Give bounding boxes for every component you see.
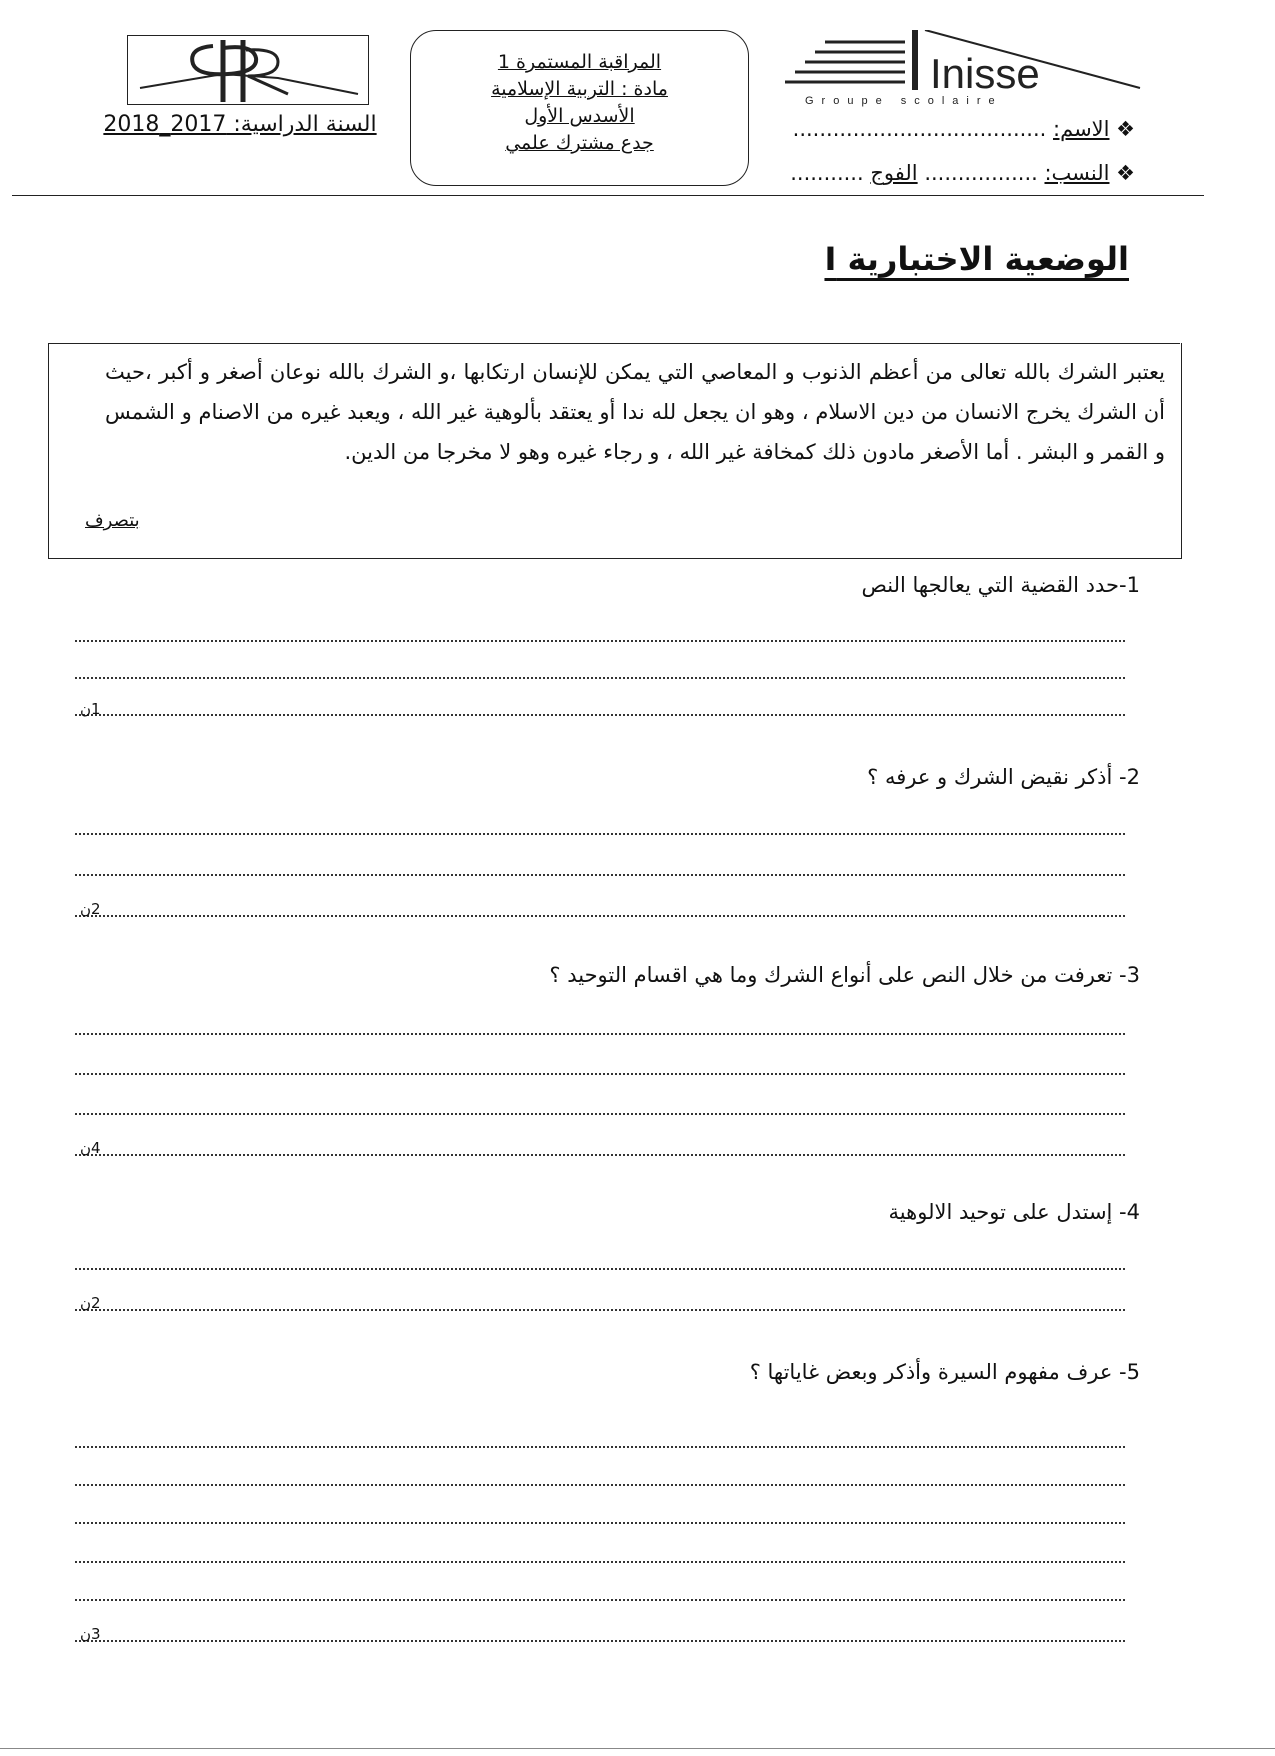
passage-top-rule — [48, 343, 1180, 344]
answer-line[interactable] — [75, 714, 1125, 716]
bullet-icon: ❖ — [1109, 117, 1135, 141]
question-2 — [867, 765, 1140, 789]
bullet-icon: ❖ — [1109, 161, 1135, 185]
question-number: 1 — [1126, 573, 1140, 597]
question-number: 2 — [1126, 765, 1140, 789]
answer-line[interactable] — [75, 833, 1125, 835]
group-blank[interactable]: ........... — [790, 161, 864, 185]
exam-semester: الأسدس الأول — [524, 105, 635, 127]
answer-line[interactable] — [75, 677, 1125, 679]
question-text: - تعرفت من خلال النص على أنواع الشرك وما هي اقسام التوحيد ؟ — [549, 963, 1127, 987]
answer-line[interactable] — [75, 1640, 1125, 1642]
answer-line[interactable] — [75, 1522, 1125, 1524]
name-label: الاسم: — [1053, 117, 1110, 141]
answer-line[interactable] — [75, 1154, 1125, 1156]
brand-tagline: Groupe scolaire — [805, 95, 1003, 107]
question-1 — [862, 573, 1140, 597]
name-field[interactable] — [745, 117, 1135, 141]
header-divider — [12, 195, 1204, 196]
question-text: -حدد القضية التي يعالجها النص — [861, 573, 1127, 597]
question-text: - عرف مفهوم السيرة وأذكر وبعض غاياتها ؟ — [749, 1360, 1127, 1384]
answer-line[interactable] — [75, 1561, 1125, 1563]
school-year: السنة الدراسية: 2017_2018 — [103, 112, 377, 137]
passage-text: يعتبر الشرك بالله تعالى من أعظم الذنوب و المعاصي التي يمكن للإنسان ارتكابها ،و الشرك بالله نوعان أصغر و أكبر ،حيث أن الشرك يخرج الانسان من دين الاسلام ، وهو ان يجعل لله ندا أو يعتقد بألوهية غير الله ، ويعبد غيره من الاصنام و الشمس و القمر و البشر . أما الأصغر مادون ذلك كمخافة غير الله ، و رجاء غيره وهو لا مخرجا من الدين. — [105, 360, 1165, 464]
question-mark: 4ن — [80, 1139, 101, 1157]
exam-info-box — [410, 30, 749, 186]
answer-line[interactable] — [75, 1309, 1125, 1311]
answer-line[interactable] — [75, 1113, 1125, 1115]
surname-field[interactable] — [745, 161, 1135, 185]
exam-level: جدع مشترك علمي — [505, 132, 654, 154]
question-mark: 2ن — [80, 1294, 101, 1312]
surname-blank[interactable]: ................. — [924, 161, 1038, 185]
question-number: 4 — [1126, 1200, 1140, 1224]
question-4 — [889, 1200, 1140, 1224]
passage-source: بتصرف — [85, 510, 140, 531]
school-emblem-logo — [127, 35, 369, 105]
answer-line[interactable] — [75, 1484, 1125, 1486]
answer-line[interactable] — [75, 1073, 1125, 1075]
question-mark: 1ن — [80, 700, 101, 718]
question-number: 5 — [1126, 1360, 1140, 1384]
question-mark: 3ن — [80, 1625, 101, 1643]
emblem-icon — [128, 36, 368, 104]
page-bottom-rule — [0, 1748, 1275, 1749]
answer-line[interactable] — [75, 1268, 1125, 1270]
question-text: - إستدل على توحيد الالوهية — [888, 1200, 1127, 1224]
group-label: الفوج — [870, 161, 918, 185]
brand-logo — [785, 30, 1145, 110]
answer-line[interactable] — [75, 915, 1125, 917]
question-3 — [549, 963, 1140, 987]
question-5 — [750, 1360, 1140, 1384]
question-mark: 2ن — [80, 900, 101, 918]
answer-line[interactable] — [75, 1033, 1125, 1035]
exam-subject: مادة : التربية الإسلامية — [491, 78, 668, 100]
question-number: 3 — [1126, 963, 1140, 987]
exam-title: المراقبة المستمرة 1 — [497, 51, 662, 73]
situation-title: الوضعية الاختبارية I — [824, 240, 1129, 278]
answer-line[interactable] — [75, 1599, 1125, 1601]
name-blank[interactable]: ...................................... — [792, 117, 1047, 141]
surname-label: النسب: — [1044, 161, 1110, 185]
answer-line[interactable] — [75, 640, 1125, 642]
brand-name: Inisse — [930, 50, 1040, 97]
answer-line[interactable] — [75, 1446, 1125, 1448]
question-text: - أذكر نقيض الشرك و عرفه ؟ — [867, 765, 1127, 789]
brand-icon — [785, 30, 1145, 110]
answer-line[interactable] — [75, 874, 1125, 876]
